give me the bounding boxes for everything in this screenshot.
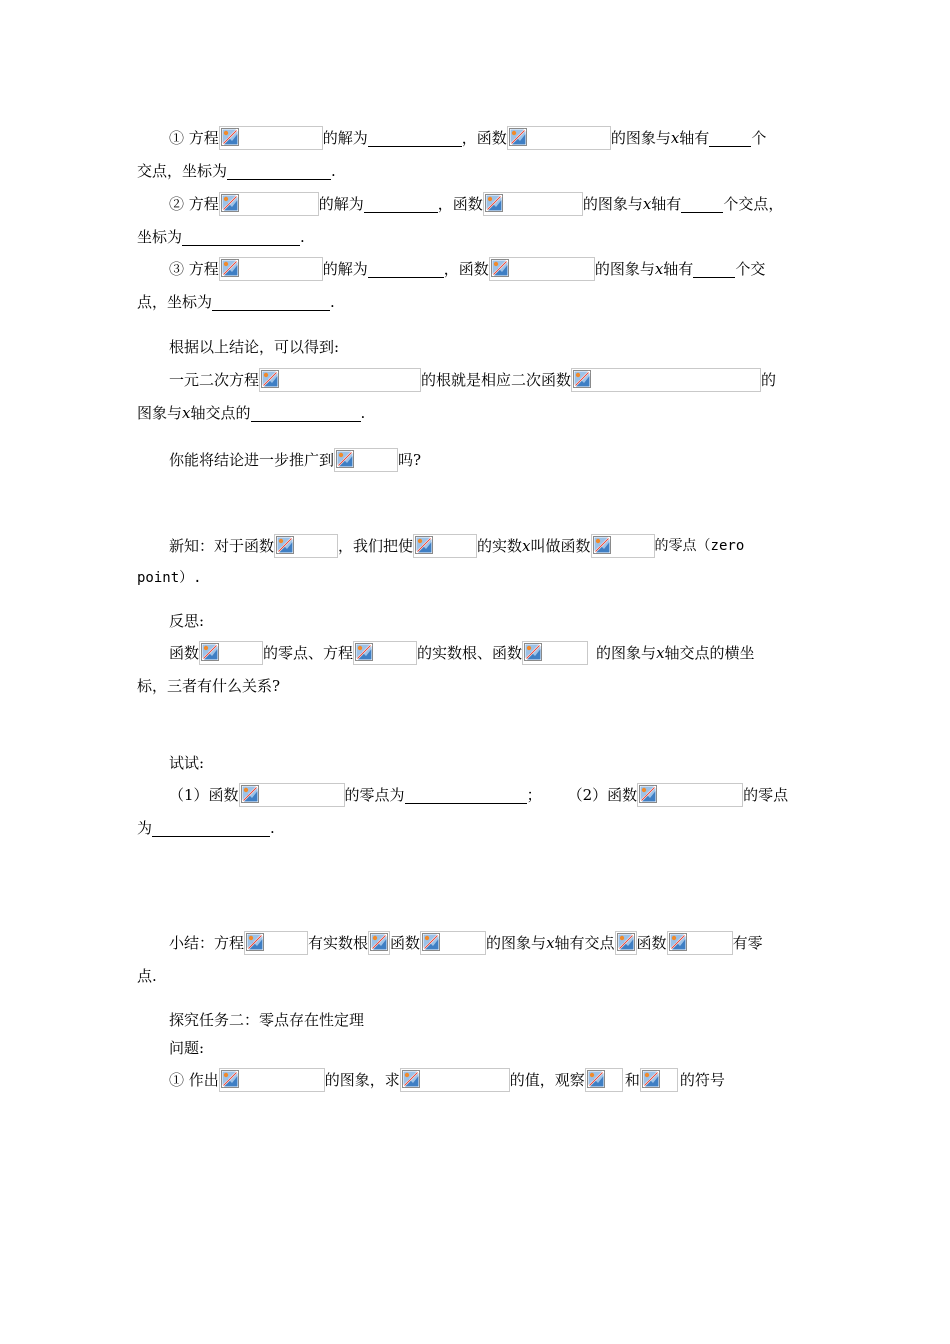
- broken-image-icon: [585, 1068, 623, 1092]
- broken-image-icon: [483, 192, 583, 216]
- answer-blank[interactable]: [364, 196, 438, 213]
- text: 轴有: [679, 129, 710, 147]
- shishi-line-1: [137, 781, 859, 809]
- text: 的实数: [477, 537, 523, 555]
- broken-image-icon: [637, 783, 743, 807]
- broken-image-icon: [489, 257, 595, 281]
- line-1: [137, 124, 859, 152]
- answer-blank[interactable]: [368, 130, 462, 147]
- variable-x: x: [670, 129, 680, 147]
- variable-x: x: [522, 537, 531, 555]
- broken-image-icon: [219, 126, 323, 150]
- broken-image-icon: [274, 534, 338, 558]
- text: 的实数根、函数: [417, 644, 523, 662]
- broken-image-icon: [667, 931, 733, 955]
- text: ，函数: [443, 260, 489, 278]
- text: 和: [624, 1071, 640, 1089]
- line-3: [137, 255, 859, 283]
- conclusion-intro: [137, 333, 859, 361]
- fansi-title: [137, 607, 859, 635]
- text: 有实数根: [308, 934, 369, 952]
- text: 吗?: [398, 451, 422, 469]
- text: 的值，观察: [509, 1071, 585, 1089]
- text: 有零: [732, 934, 763, 952]
- broken-image-icon: [571, 368, 761, 392]
- text: 的符号: [679, 1071, 725, 1089]
- text: 试试:: [169, 754, 205, 772]
- text: 点，坐标为: [137, 293, 213, 311]
- line-2b: [137, 223, 827, 251]
- broken-image-icon: [400, 1068, 510, 1092]
- task2-title: [137, 1006, 859, 1034]
- text: 的根就是相应二次函数: [421, 371, 572, 389]
- fansi-line-1: [137, 639, 859, 667]
- text: .: [300, 228, 305, 246]
- text: 的图象与: [582, 195, 643, 213]
- broken-image-icon: [420, 931, 486, 955]
- text: （2）函数: [567, 786, 638, 804]
- text: 轴交点的横坐: [664, 644, 755, 662]
- text: .: [360, 404, 366, 422]
- text: 的零点: [743, 786, 789, 804]
- text: 问题:: [169, 1039, 205, 1057]
- text: ② 方程: [169, 195, 219, 213]
- broken-image-icon: [239, 783, 345, 807]
- text: 的图象与: [594, 260, 655, 278]
- text: ① 方程: [169, 129, 219, 147]
- answer-blank[interactable]: [251, 405, 361, 422]
- broken-image-icon: [368, 931, 390, 955]
- broken-image-icon: [219, 1068, 325, 1092]
- variable-x: x: [656, 644, 665, 662]
- text: ，函数: [461, 129, 507, 147]
- broken-image-icon: [591, 534, 655, 558]
- answer-blank[interactable]: [227, 163, 331, 180]
- shishi-title: [137, 749, 859, 777]
- text: 叫做函数: [530, 537, 591, 555]
- xiaojie-line-1: [137, 929, 859, 957]
- task2-question-label: [137, 1034, 859, 1062]
- text: ，我们把使: [338, 537, 414, 555]
- answer-blank[interactable]: [709, 130, 751, 147]
- text: 小结：方程: [169, 934, 245, 952]
- broken-image-icon: [259, 368, 421, 392]
- answer-blank[interactable]: [693, 261, 735, 278]
- text: 轴有: [663, 260, 694, 278]
- shishi-line-2: [137, 814, 827, 842]
- answer-blank[interactable]: [681, 196, 723, 213]
- text: （1）函数: [169, 786, 239, 804]
- broken-image-icon: [219, 192, 319, 216]
- text: point）.: [137, 570, 202, 586]
- broken-image-icon: [522, 641, 588, 665]
- text: 交点，坐标为: [137, 162, 228, 180]
- text: 轴有: [651, 195, 682, 213]
- text: 的解为: [318, 195, 364, 213]
- heading: 探究任务二：零点存在性定理: [169, 1011, 365, 1029]
- text: 的图象与: [486, 934, 547, 952]
- text: 函数: [636, 934, 667, 952]
- task2-line-1: [137, 1066, 859, 1094]
- answer-blank[interactable]: [368, 261, 444, 278]
- broken-image-icon: [640, 1068, 678, 1092]
- text: .: [331, 162, 336, 180]
- text: 标，三者有什么关系?: [137, 677, 281, 695]
- text: ① 作出: [169, 1071, 219, 1089]
- broken-image-icon: [199, 641, 263, 665]
- text: 个交: [735, 260, 766, 278]
- line-2: [137, 190, 859, 218]
- text: 的图象与: [610, 129, 671, 147]
- text: 的解为: [322, 129, 368, 147]
- variable-x: x: [654, 260, 664, 278]
- answer-blank[interactable]: [405, 787, 527, 804]
- line-3b: [137, 288, 827, 316]
- text: 图象与: [137, 404, 183, 422]
- broken-image-icon: [413, 534, 477, 558]
- broken-image-icon: [244, 931, 308, 955]
- conclusion-line-1: [137, 366, 859, 394]
- answer-blank[interactable]: [212, 294, 330, 311]
- line-1b: [137, 157, 827, 185]
- text: 你能将结论进一步推广到: [169, 451, 335, 469]
- text: ，函数: [437, 195, 483, 213]
- xinzhi-line-1: [137, 532, 859, 560]
- text: 反思:: [169, 612, 205, 630]
- text: 坐标为: [137, 228, 183, 246]
- conclusion-line-2: [137, 399, 827, 427]
- broken-image-icon: [507, 126, 611, 150]
- broken-image-icon: [219, 257, 323, 281]
- text: 的图象，求: [324, 1071, 400, 1089]
- text: ；: [526, 786, 542, 804]
- text: 函数: [169, 644, 200, 662]
- text: 点.: [137, 967, 157, 985]
- fansi-line-2: [137, 672, 827, 700]
- text: 的零点、方程: [263, 644, 354, 662]
- text: 的零点（zero: [654, 538, 745, 554]
- answer-blank[interactable]: [182, 229, 300, 246]
- variable-x: x: [546, 934, 555, 952]
- text: 新知：对于函数: [169, 537, 275, 555]
- text: 为: [137, 819, 153, 837]
- text: 一元二次方程: [169, 371, 260, 389]
- text: .: [330, 293, 335, 311]
- text: 个: [751, 129, 767, 147]
- text: .: [270, 819, 275, 837]
- xinzhi-line-2: [137, 564, 827, 592]
- text: 个交点，: [723, 195, 784, 213]
- broken-image-icon: [334, 448, 398, 472]
- answer-blank[interactable]: [152, 820, 270, 837]
- text: ③ 方程: [169, 260, 219, 278]
- question-line: [137, 446, 859, 474]
- text: 根据以上结论，可以得到:: [169, 338, 340, 356]
- variable-x: x: [182, 404, 191, 422]
- text: 的零点为: [344, 786, 405, 804]
- text: 的图象与: [596, 644, 657, 662]
- broken-image-icon: [615, 931, 637, 955]
- text: 轴交点的: [190, 404, 251, 422]
- text: 函数: [390, 934, 421, 952]
- xiaojie-line-2: [137, 962, 827, 990]
- variable-x: x: [642, 195, 652, 213]
- broken-image-icon: [353, 641, 417, 665]
- text: 轴有交点: [554, 934, 615, 952]
- text: 的: [761, 371, 777, 389]
- text: 的解为: [322, 260, 368, 278]
